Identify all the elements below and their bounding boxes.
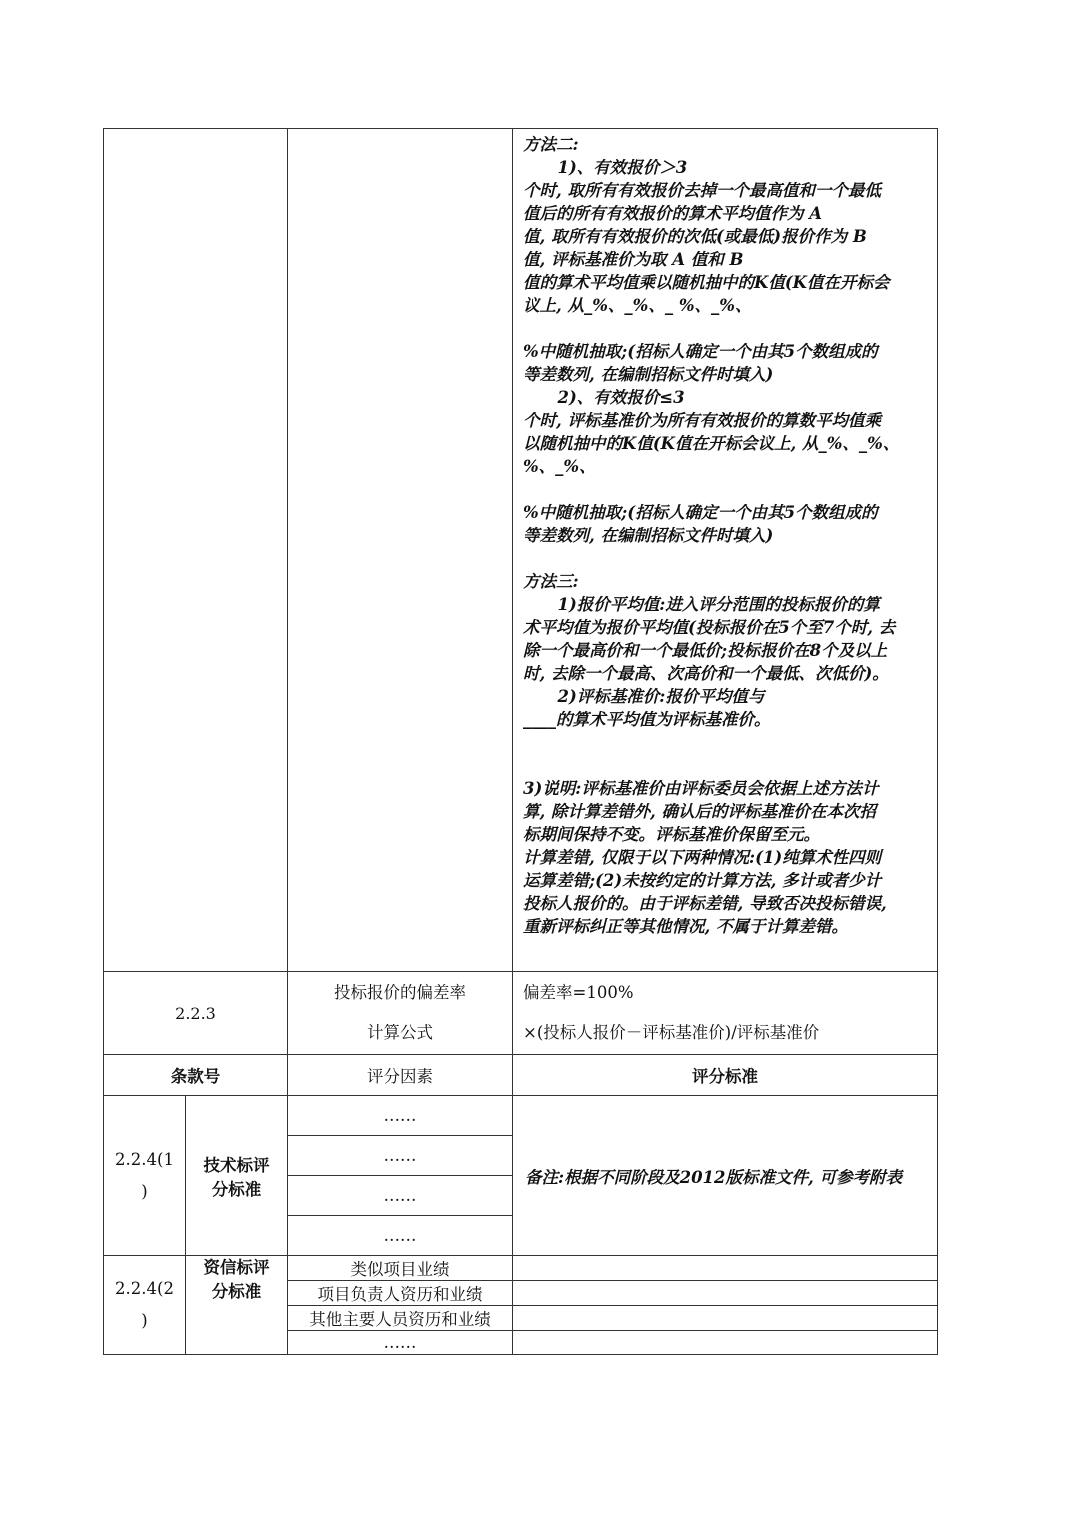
qual-standard-cell — [513, 1306, 938, 1331]
tech-factor: …… — [288, 1136, 513, 1176]
qual-standard-cell — [513, 1256, 938, 1281]
method-line: 个时, 取所有有效报价去掉一个最高值和一个最低 — [523, 181, 881, 200]
method-line: %、_%、 — [523, 457, 596, 476]
qual-clause-line1: 2.2.4(2 — [115, 1279, 174, 1298]
blank-line — [523, 731, 929, 754]
blank-line — [523, 547, 929, 570]
qual-clause — [104, 1256, 186, 1355]
method-line: 值, 取所有有效报价的次低(或最低)报价作为 B — [523, 227, 867, 246]
method-line: 1)报价平均值:进入评分范围的投标报价的算 — [523, 595, 880, 614]
method-line: 值的算术平均值乘以随机抽中的K值(K值在开标会 — [523, 273, 890, 292]
qual-category-line1: 资信标评 — [203, 1258, 270, 1277]
tech-factor: …… — [288, 1096, 513, 1136]
method-line: ____的算术平均值为评标基准价。 — [523, 710, 771, 729]
method-line: 方法三: — [523, 572, 579, 591]
qual-clause-line2: ) — [141, 1311, 148, 1330]
tech-factor: …… — [288, 1176, 513, 1216]
tech-clause-line1: 2.2.4(1 — [115, 1149, 174, 1169]
qual-row — [104, 1256, 938, 1281]
qual-standard-cell — [513, 1281, 938, 1306]
method-line: 值, 评标基准价为取 A 值和 B — [523, 250, 744, 269]
qual-category-line2: 分标准 — [211, 1282, 262, 1301]
method-line: 投标人报价的。由于评标差错, 导致否决投标错误, — [523, 894, 887, 913]
qual-factor: …… — [288, 1331, 513, 1355]
tech-category-line1: 技术标评 — [203, 1156, 270, 1175]
method-description-cell — [513, 129, 938, 972]
row-2-2-3 — [104, 972, 938, 1055]
scoring-table — [103, 128, 938, 1355]
deviation-factor-line2: 计算公式 — [367, 1023, 433, 1042]
method-line: 3)说明:评标基准价由评标委员会依据上述方法计 — [523, 779, 879, 798]
method-line: 运算差错;(2)未按约定的计算方法, 多计或者少计 — [523, 871, 882, 890]
method-line: 方法二: — [523, 135, 579, 154]
method-line: 算, 除计算差错外, 确认后的评标基准价在本次招 — [523, 802, 876, 821]
blank-line — [523, 317, 929, 340]
tech-factor: …… — [288, 1216, 513, 1256]
method-line: 等差数列, 在编制招标文件时填入) — [523, 365, 774, 384]
header-factor: 评分因素 — [288, 1055, 513, 1096]
method-line: 等差数列, 在编制招标文件时填入) — [523, 526, 774, 545]
header-standard: 评分标准 — [513, 1055, 938, 1096]
empty-clause-cell — [104, 129, 288, 972]
deviation-formula-cell — [513, 972, 938, 1055]
tech-clause — [104, 1096, 186, 1256]
formula-line2: ×(投标人报价－评标基准价)/评标基准价 — [523, 1023, 820, 1042]
method-line: 个时, 评标基准价为所有有效报价的算数平均值乘 — [523, 411, 881, 430]
method-line: 值后的所有有效报价的算术平均值作为 A — [523, 204, 823, 223]
method-line: 计算差错, 仅限于以下两种情况:(1)纯算术性四则 — [523, 848, 882, 867]
method-line: 1)、有效报价＞3 — [523, 158, 688, 177]
blank-line — [523, 478, 929, 501]
deviation-factor-cell — [288, 972, 513, 1055]
clause-2-2-3: 2.2.3 — [104, 972, 288, 1055]
method-line: 标期间保持不变。评标基准价保留至元。 — [523, 825, 820, 844]
method-line: 除一个最高价和一个最低价;投标报价在8个及以上 — [523, 641, 888, 660]
method-line: %中随机抽取;(招标人确定一个由其5个数组成的 — [523, 503, 878, 522]
qual-factor: 类似项目业绩 — [288, 1256, 513, 1281]
method-line: 议上, 从_%、_%、_ %、_%、 — [523, 296, 752, 315]
method-line: 术平均值为报价平均值(投标报价在5个至7个时, 去 — [523, 618, 896, 637]
header-clause: 条款号 — [104, 1055, 288, 1096]
formula-line1: 偏差率=100% — [523, 983, 634, 1002]
deviation-factor-line1: 投标报价的偏差率 — [334, 983, 466, 1002]
tech-category-line2: 分标准 — [211, 1180, 262, 1199]
qual-factor: 其他主要人员资历和业绩 — [288, 1306, 513, 1331]
method-line: 2)评标基准价:报价平均值与 — [523, 687, 765, 706]
header-row — [104, 1055, 938, 1096]
tech-note: 备注:根据不同阶段及2012版标准文件, 可参考附表 — [513, 1096, 938, 1256]
tech-row — [104, 1096, 938, 1136]
empty-factor-cell — [288, 129, 513, 972]
method-line: %中随机抽取;(招标人确定一个由其5个数组成的 — [523, 342, 878, 361]
method-line: 重新评标纠正等其他情况, 不属于计算差错。 — [523, 917, 848, 936]
tech-category — [186, 1096, 288, 1256]
blank-line — [523, 754, 929, 777]
qual-standard-cell — [513, 1331, 938, 1355]
method-line: 以随机抽中的K值(K值在开标会议上, 从_%、_%、 — [523, 434, 900, 453]
method-row — [104, 129, 938, 972]
qual-factor: 项目负责人资历和业绩 — [288, 1281, 513, 1306]
qual-category — [186, 1256, 288, 1355]
tech-clause-line2: ) — [141, 1181, 148, 1201]
method-line: 2)、有效报价≤3 — [523, 388, 685, 407]
method-line: 时, 去除一个最高、次高价和一个最低、次低价)。 — [523, 664, 889, 683]
